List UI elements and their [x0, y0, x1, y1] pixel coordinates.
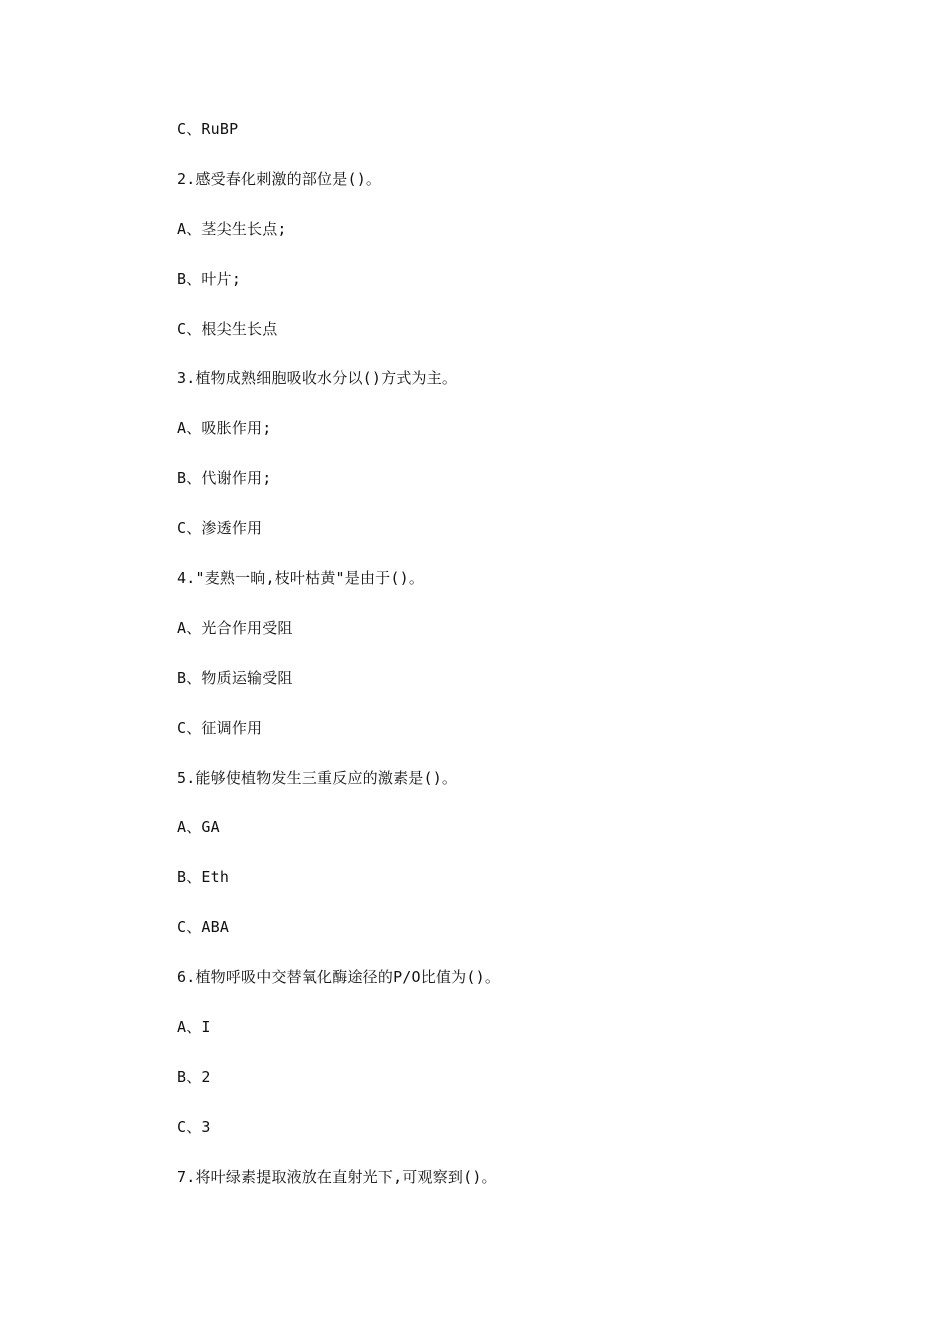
question-7: 7.将叶绿素提取液放在直射光下,可观察到()。: [177, 1167, 497, 1186]
option-c-rubp: C、RuBP: [177, 120, 239, 138]
question-list: [177, 116, 877, 1214]
question-5-option-a: A、GA: [177, 818, 220, 837]
question-3-option-a: A、吸胀作用;: [177, 419, 272, 438]
question-2-option-c: C、根尖生长点: [177, 319, 278, 338]
question-4-option-a: A、光合作用受阻: [177, 618, 293, 637]
question-6-option-a: A、I: [177, 1018, 211, 1037]
question-5-option-c: C、ABA: [177, 918, 230, 937]
question-6-option-b: B、2: [177, 1067, 211, 1086]
question-6-option-c: C、3: [177, 1117, 211, 1136]
question-5-option-b: B、Eth: [177, 868, 230, 887]
question-4: 4."麦熟一晌,枝叶枯黄"是由于()。: [177, 569, 425, 588]
question-3-option-b: B、代谢作用;: [177, 469, 272, 488]
question-4-option-c: C、征调作用: [177, 718, 263, 737]
question-2: 2.感受春化刺激的部位是()。: [177, 169, 382, 188]
question-5: 5.能够使植物发生三重反应的激素是()。: [177, 768, 458, 787]
question-6: 6.植物呼吸中交替氧化酶途径的P/O比值为()。: [177, 968, 501, 987]
question-3: 3.植物成熟细胞吸收水分以()方式为主。: [177, 369, 458, 388]
question-2-option-b: B、叶片;: [177, 269, 242, 288]
question-4-option-b: B、物质运输受阻: [177, 668, 293, 687]
question-3-option-c: C、渗透作用: [177, 519, 263, 538]
question-2-option-a: A、茎尖生长点;: [177, 219, 287, 238]
